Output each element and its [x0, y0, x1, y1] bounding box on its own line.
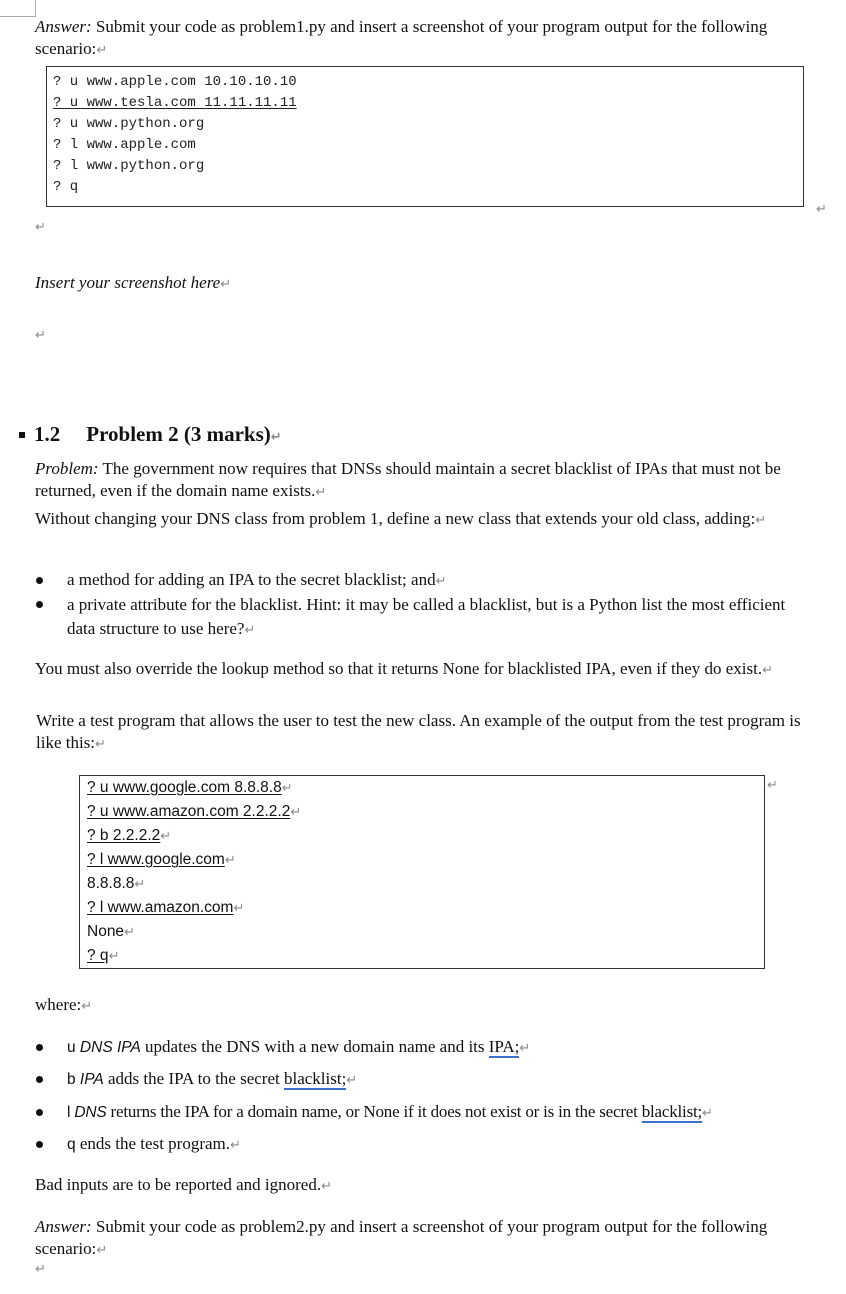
bullet-dot [36, 1044, 43, 1051]
command-item-b: b IPA adds the IPA to the secret blacklist;↵ [67, 1069, 358, 1088]
section-number: 1.2 [34, 422, 61, 446]
scenario1-line: ? q [53, 179, 79, 195]
write-test-paragraph: Write a test program that allows the user to test the new class. An example of the output from the test program is like this:↵ [36, 711, 801, 752]
where-label: where:↵ [35, 995, 93, 1014]
scenario1-line: ? u www.apple.com 10.10.10.10 [53, 74, 297, 90]
heading-marker [19, 432, 25, 438]
problem-label: Problem: [35, 459, 99, 478]
bullet-dot [36, 601, 43, 608]
example-output-line: ? u www.google.com 8.8.8.8↵ [87, 779, 293, 796]
return-mark-icon: ↵ [35, 328, 46, 343]
command-item-l: l DNS returns the IPA for a domain name, or None if it does not exist or is in the secret blacklist;↵ [67, 1102, 713, 1121]
bullet-dot [36, 1141, 43, 1148]
page-corner-marker [0, 0, 36, 17]
scenario1-box [46, 66, 804, 207]
answer2-label: Answer: [35, 1217, 92, 1236]
scenario1-line: ? l www.python.org [53, 158, 205, 174]
example-output-line: ? l www.google.com↵ [87, 851, 236, 868]
bullet-dot [36, 577, 43, 584]
bullet-dot [36, 1076, 43, 1083]
bad-inputs-paragraph: Bad inputs are to be reported and ignored.↵ [35, 1175, 332, 1194]
example-output-line: ? b 2.2.2.2↵ [87, 827, 172, 844]
answer1-paragraph [35, 16, 815, 62]
answer2-paragraph: Answer: Submit your code as problem2.py and insert a screenshot of your program output for the following scenario:↵ [35, 1217, 768, 1258]
example-output-box [79, 775, 765, 969]
scenario1-line: ? u www.tesla.com 11.11.11.11 [53, 95, 297, 111]
example-output-line: ? l www.amazon.com↵ [87, 899, 245, 916]
return-mark-icon: ↵ [767, 778, 778, 793]
example-output-line: 8.8.8.8↵ [87, 875, 146, 892]
command-item-q: q ends the test program.↵ [67, 1134, 241, 1153]
return-mark-icon: ↵ [816, 202, 827, 217]
command-item-u: u DNS IPA updates the DNS with a new domain name and its IPA;↵ [67, 1037, 531, 1056]
return-mark-icon: ↵ [96, 43, 108, 58]
example-output-line: ? u www.amazon.com 2.2.2.2↵ [87, 803, 302, 820]
section-title: Problem 2 (3 marks) [86, 422, 271, 446]
problem-paragraph: Problem: The government now requires that DNSs should maintain a secret blacklist of IPAs that must not be returned, even if the domain name exists.↵ [35, 459, 781, 500]
scenario1-line: ? l www.apple.com [53, 137, 196, 153]
return-mark-icon: ↵ [35, 1262, 46, 1277]
screenshot-placeholder: Insert your screenshot here↵ [35, 273, 232, 292]
section-heading: 1.2 Problem 2 (3 marks)↵ [34, 422, 282, 446]
example-output-line: ? q↵ [87, 947, 120, 964]
answer1-label: Answer: [35, 17, 92, 36]
answer1-text: Submit your code as problem1.py and insert a screenshot of your program output for the following scenario: [35, 17, 768, 58]
override-paragraph: You must also override the lookup method so that it returns None for blacklisted IPA, even if they do exist.↵ [35, 659, 774, 678]
bullet-item: a method for adding an IPA to the secret blacklist; and↵ [67, 570, 447, 589]
bullet-dot [36, 1109, 43, 1116]
return-mark-icon: ↵ [35, 220, 46, 235]
intro-paragraph: Without changing your DNS class from problem 1, define a new class that extends your old class, adding:↵ [35, 509, 767, 528]
answer2-text: Submit your code as problem2.py and insert a screenshot of your program output for the following scenario: [35, 1217, 768, 1258]
bullet-item: a private attribute for the blacklist. Hint: it may be called a blacklist, but is a Python list the most efficient data structure to use here?↵ [67, 595, 786, 638]
example-output-line: None↵ [87, 923, 135, 940]
scenario1-line: ? u www.python.org [53, 116, 205, 132]
